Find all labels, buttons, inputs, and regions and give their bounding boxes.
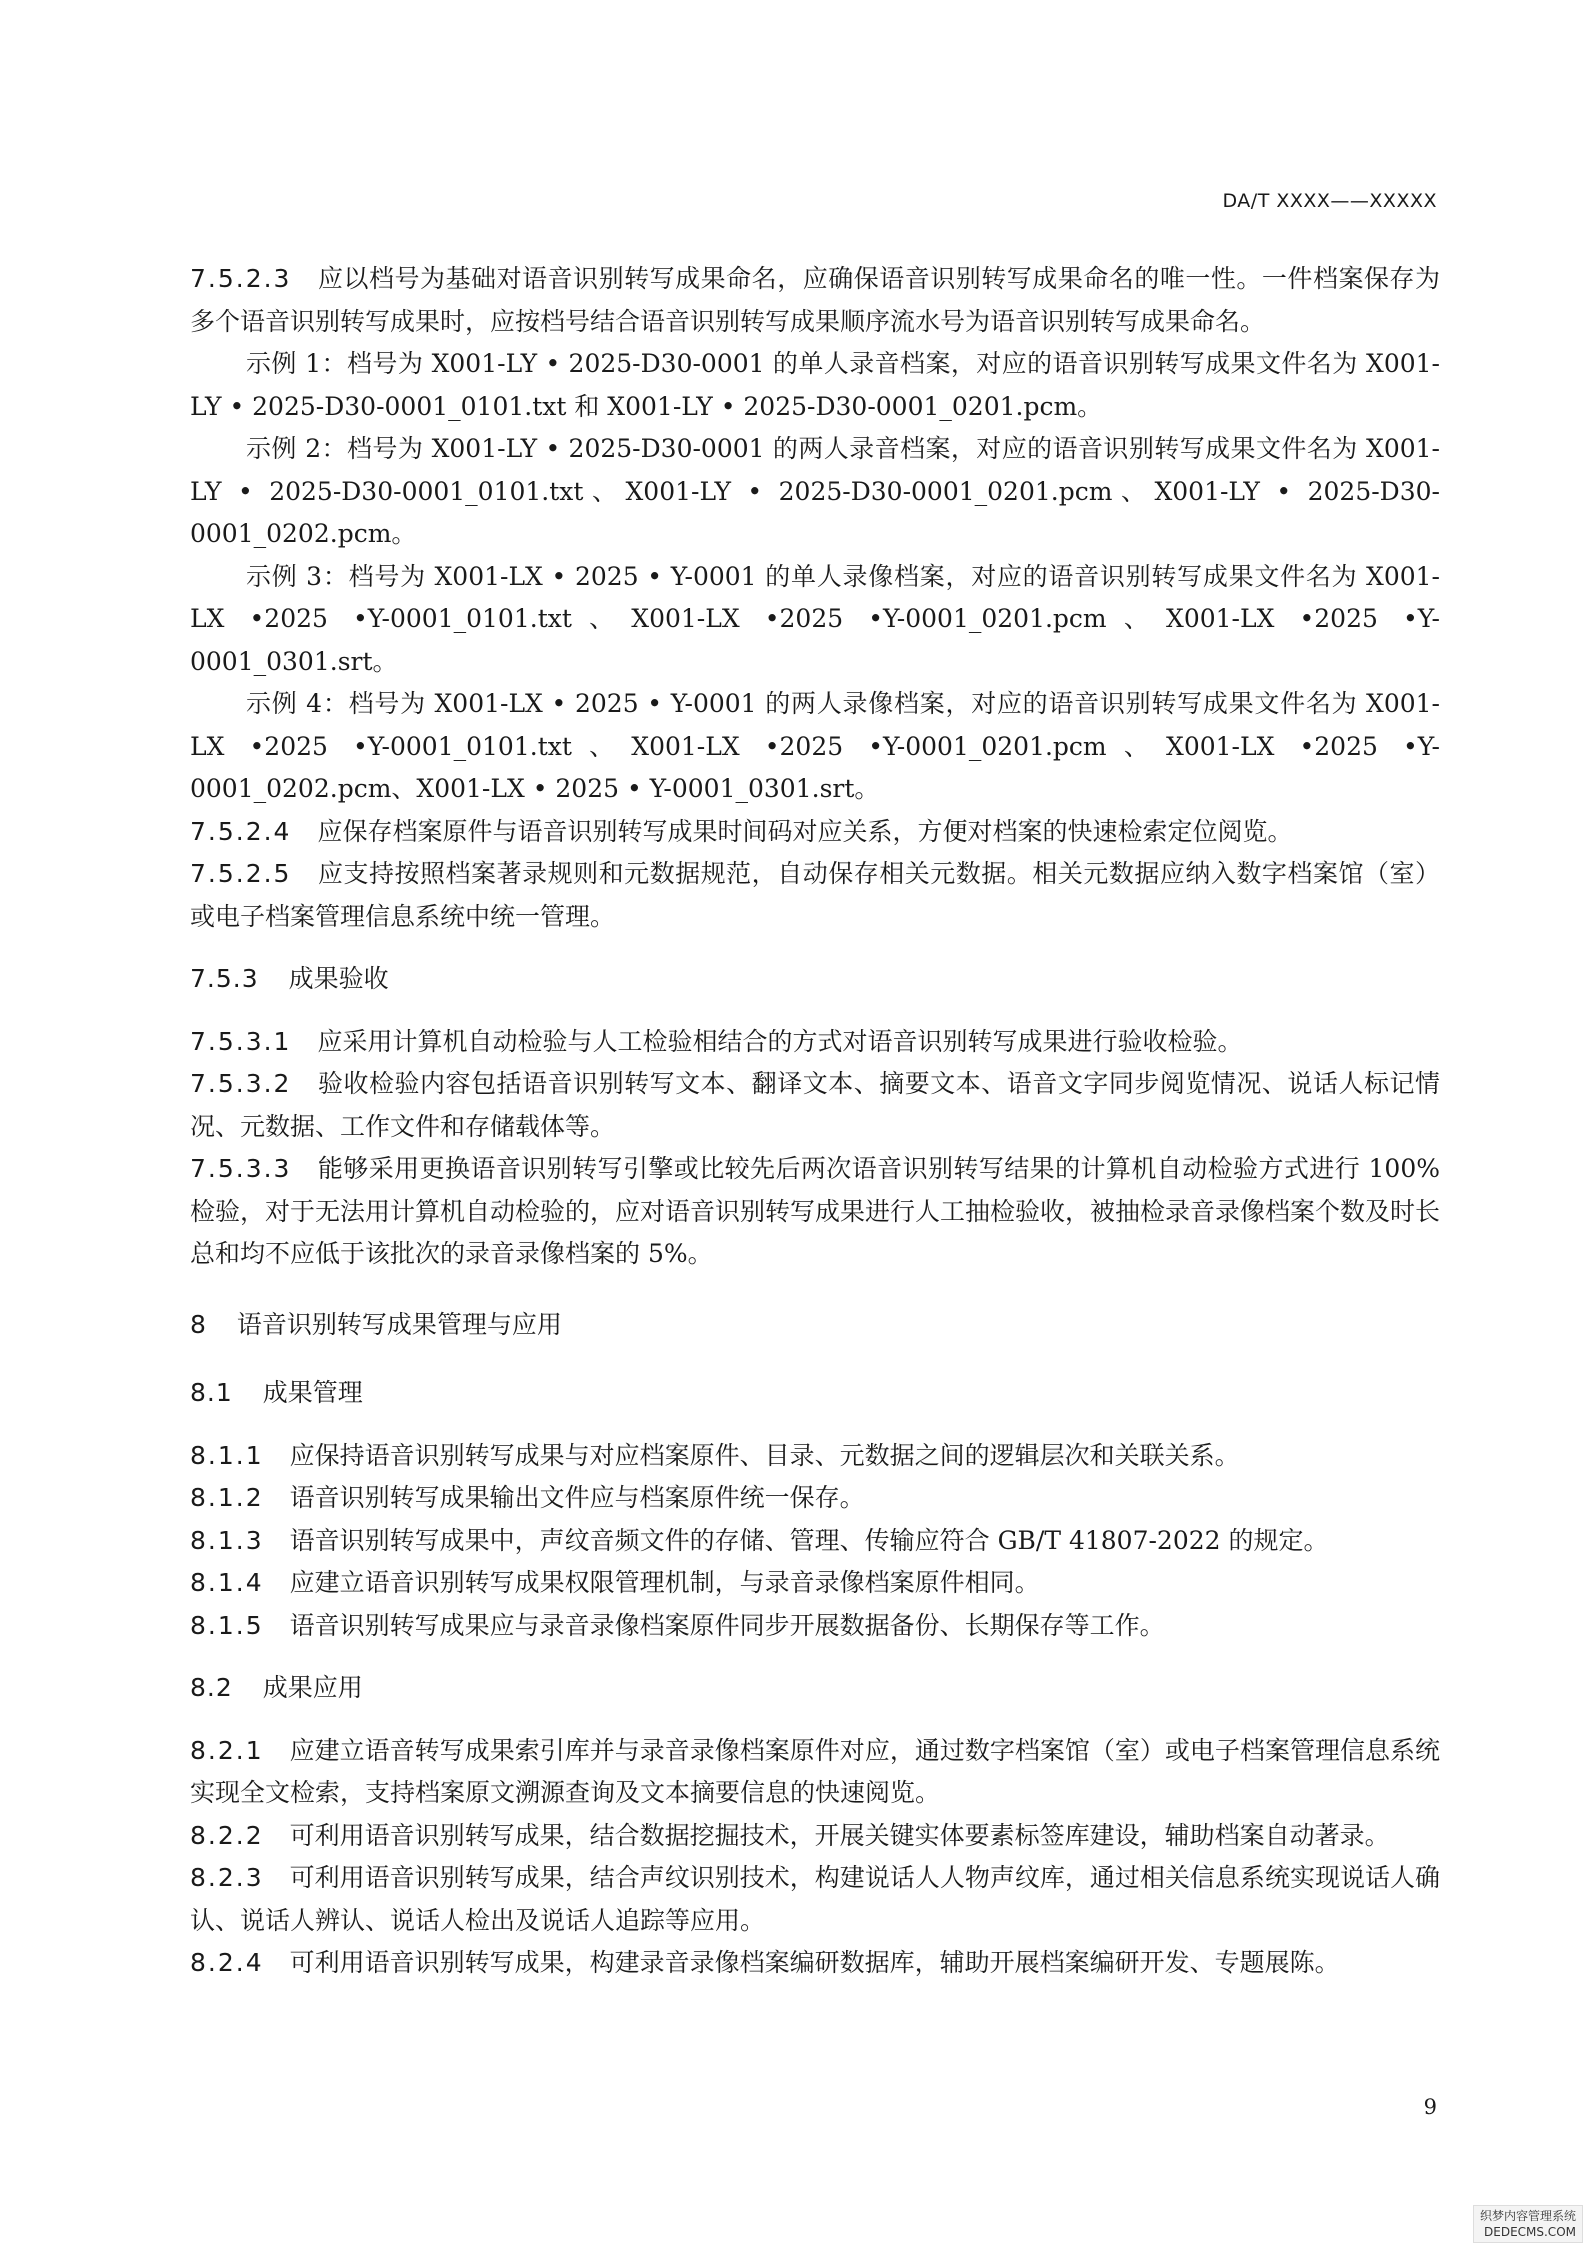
clause-8-1-1: [190, 1435, 1440, 1478]
example-label: 示例 4：: [246, 689, 349, 718]
clause-number: 8.2.1: [190, 1735, 264, 1765]
example-3: [190, 556, 1440, 684]
example-text: 档号为 X001-LX • 2025 • Y-0001 的两人录像档案，对应的语音识别转写成果文件名为 X001-LX •2025 •Y-0001_0101.txt、X001-LX •2025 •Y-0001_0201.pcm、X001-LX •2025 •Y-0001_0202.pcm、X001-LX • 2025 • Y-0001_0301.srt。: [190, 689, 1440, 803]
heading-8-2: [190, 1667, 1440, 1710]
page-number: 9: [1423, 2095, 1437, 2119]
clause-number: 8.1.4: [190, 1568, 264, 1597]
clause-number: 8.2.3: [190, 1863, 264, 1892]
clause-number: 7.5.2.4: [190, 816, 292, 846]
example-2: [190, 428, 1440, 556]
watermark-line-2: DEDECMS.COM: [1484, 2225, 1576, 2239]
heading-number: 8.2: [190, 1673, 233, 1702]
heading-8: [190, 1304, 1440, 1347]
example-text: 档号为 X001-LY • 2025-D30-0001 的单人录音档案，对应的语音识别转写成果文件名为 X001-LY • 2025-D30-0001_0101.txt 和 X001-LY • 2025-D30-0001_0201.pcm。: [190, 349, 1440, 421]
clause-text: 应采用计算机自动检验与人工检验相结合的方式对语音识别转写成果进行验收检验。: [317, 1026, 1243, 1056]
clause-7-5-3-2: [190, 1063, 1440, 1148]
clause-text: 应支持按照档案著录规则和元数据规范，自动保存相关元数据。相关元数据应纳入数字档案馆（室）或电子档案管理信息系统中统一管理。: [190, 859, 1440, 931]
clause-7-5-2-4: [190, 811, 1440, 854]
heading-number: 7.5.3: [190, 964, 259, 993]
clause-8-1-3: [190, 1520, 1440, 1563]
heading-title: 成果验收: [288, 964, 389, 993]
watermark-logo: [1473, 2205, 1583, 2243]
example-1: [190, 343, 1440, 428]
example-label: 示例 1：: [246, 349, 347, 378]
clause-number: 7.5.3.2: [190, 1069, 292, 1098]
clause-number: 7.5.3.1: [190, 1026, 292, 1056]
document-body: [190, 258, 1440, 1985]
watermark-line-1: 织梦内容管理系统: [1479, 2209, 1576, 2223]
clause-number: 7.5.2.5: [190, 859, 292, 888]
clause-text: 应保持语音识别转写成果与对应档案原件、目录、元数据之间的逻辑层次和关联关系。: [289, 1440, 1240, 1470]
clause-number: 8.1.5: [190, 1610, 264, 1640]
heading-8-1: [190, 1372, 1440, 1415]
clause-text: 能够采用更换语音识别转写引擎或比较先后两次语音识别转写结果的计算机自动检验方式进行 100%检验，对于无法用计算机自动检验的，应对语音识别转写成果进行人工抽检验收，被抽检录音录像档案个数及时长总和均不应低于该批次的录音录像档案的 5%。: [190, 1154, 1441, 1268]
heading-title: 语音识别转写成果管理与应用: [236, 1309, 562, 1339]
clause-8-1-2: [190, 1477, 1440, 1520]
clause-7-5-2-3: [190, 258, 1440, 343]
clause-text: 语音识别转写成果输出文件应与档案原件统一保存。: [289, 1483, 865, 1512]
example-text: 档号为 X001-LY • 2025-D30-0001 的两人录音档案，对应的语音识别转写成果文件名为 X001-LY • 2025-D30-0001_0101.txt、X001-LY • 2025-D30-0001_0201.pcm、X001-LY • 2025-D30-0001_0202.pcm。: [190, 434, 1440, 548]
clause-8-1-4: [190, 1562, 1440, 1605]
heading-7-5-3: [190, 958, 1440, 1001]
document-code: DA/T XXXX——XXXXX: [1222, 190, 1437, 212]
clause-7-5-3-3: [190, 1148, 1440, 1276]
clause-number: 8.2.2: [190, 1820, 264, 1850]
clause-number: 8.1.3: [190, 1525, 264, 1555]
clause-text: 应保存档案原件与语音识别转写成果时间码对应关系，方便对档案的快速检索定位阅览。: [317, 816, 1293, 846]
clause-number: 8.2.4: [190, 1948, 264, 1977]
clause-8-2-3: [190, 1857, 1440, 1942]
clause-text: 可利用语音识别转写成果，结合声纹识别技术，构建说话人人物声纹库，通过相关信息系统实现说话人确认、说话人辨认、说话人检出及说话人追踪等应用。: [190, 1863, 1440, 1935]
clause-number: 7.5.3.3: [190, 1154, 292, 1183]
clause-number: 8.1.2: [190, 1483, 264, 1512]
example-text: 档号为 X001-LX • 2025 • Y-0001 的单人录像档案，对应的语音识别转写成果文件名为 X001-LX •2025 •Y-0001_0101.txt、X001-LX •2025 •Y-0001_0201.pcm、X001-LX •2025 •Y-0001_0301.srt。: [190, 561, 1440, 676]
example-label: 示例 2：: [246, 434, 347, 463]
clause-text: 应建立语音转写成果索引库并与录音录像档案原件对应，通过数字档案馆（室）或电子档案管理信息系统实现全文检索，支持档案原文溯源查询及文本摘要信息的快速阅览。: [190, 1735, 1440, 1807]
example-4: [190, 683, 1440, 811]
clause-number: 7.5.2.3: [190, 264, 292, 293]
heading-number: 8: [190, 1309, 207, 1339]
heading-title: 成果应用: [262, 1673, 363, 1702]
clause-text: 可利用语音识别转写成果，构建录音录像档案编研数据库，辅助开展档案编研开发、专题展陈。: [289, 1948, 1340, 1977]
example-label: 示例 3：: [246, 561, 349, 591]
clause-8-2-4: [190, 1942, 1440, 1985]
heading-title: 成果管理: [262, 1378, 363, 1407]
clause-7-5-3-1: [190, 1021, 1440, 1064]
clause-8-2-2: [190, 1815, 1440, 1858]
clause-text: 可利用语音识别转写成果，结合数据挖掘技术，开展关键实体要素标签库建设，辅助档案自动著录。: [289, 1820, 1390, 1850]
clause-text: 应建立语音识别转写成果权限管理机制，与录音录像档案原件相同。: [289, 1568, 1040, 1597]
heading-number: 8.1: [190, 1378, 233, 1407]
clause-text: 语音识别转写成果应与录音录像档案原件同步开展数据备份、长期保存等工作。: [289, 1610, 1165, 1640]
clause-text: 语音识别转写成果中，声纹音频文件的存储、管理、传输应符合 GB/T 41807-2022 的规定。: [289, 1525, 1329, 1555]
clause-8-2-1: [190, 1730, 1440, 1815]
clause-number: 8.1.1: [190, 1440, 264, 1470]
clause-text: 验收检验内容包括语音识别转写文本、翻译文本、摘要文本、语音文字同步阅览情况、说话人标记情况、元数据、工作文件和存储载体等。: [190, 1069, 1440, 1141]
clause-8-1-5: [190, 1605, 1440, 1648]
clause-text: 应以档号为基础对语音识别转写成果命名，应确保语音识别转写成果命名的唯一性。一件档案保存为多个语音识别转写成果时，应按档号结合语音识别转写成果顺序流水号为语音识别转写成果命名。: [190, 264, 1440, 336]
clause-7-5-2-5: [190, 853, 1440, 938]
